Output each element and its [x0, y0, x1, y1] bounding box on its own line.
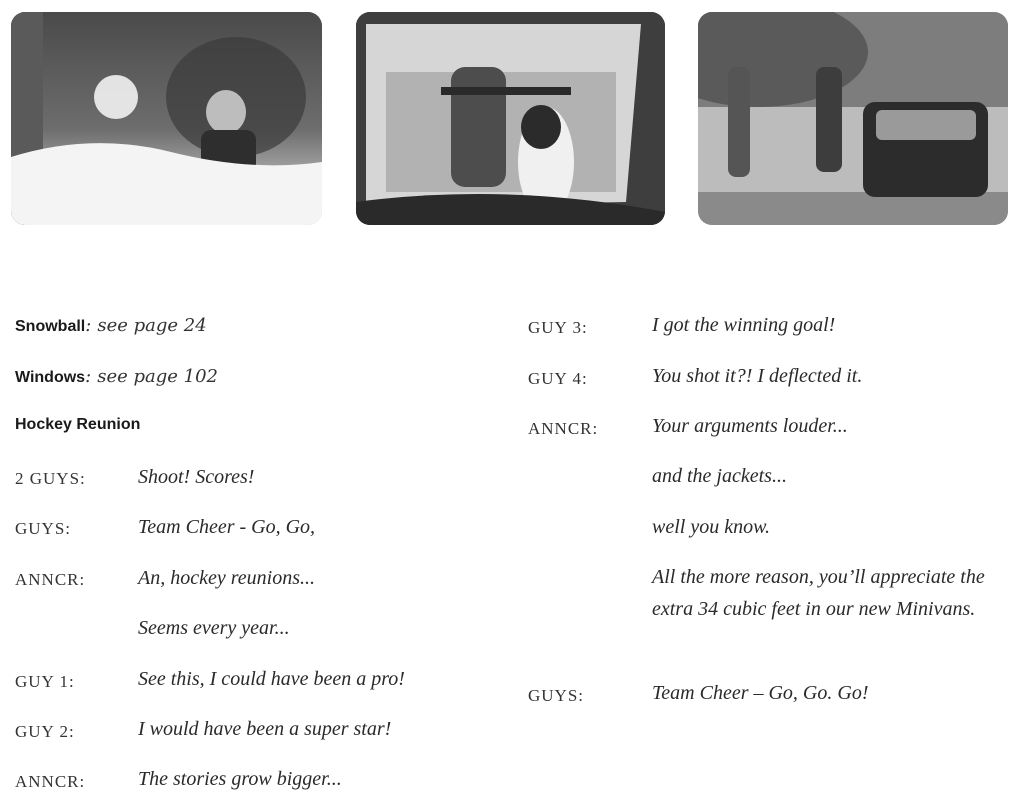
reference-separator: : — [85, 366, 92, 387]
script-line: Shoot! Scores! — [138, 466, 255, 488]
script-line: Seems every year... — [138, 617, 290, 639]
script-line: The stories grow bigger... — [138, 768, 342, 790]
speaker-label: GUY 2: — [15, 722, 75, 741]
hockey-reunion-photo — [698, 12, 1008, 225]
reference-title: Windows — [15, 369, 86, 386]
script-line: I would have been a super star! — [138, 718, 392, 740]
reference-separator: : — [85, 315, 92, 336]
script-line: See this, I could have been a pro! — [138, 668, 405, 690]
snowball-photo — [11, 12, 322, 225]
script-line: An, hockey reunions... — [138, 567, 315, 589]
script-line: and the jackets... — [652, 465, 787, 487]
script-line: Team Cheer - Go, Go, — [138, 516, 316, 538]
snowball-reference — [15, 313, 207, 339]
speaker-label: GUYS: — [528, 686, 585, 705]
reference-page: see page 102 — [97, 366, 218, 387]
script-line: You shot it?! I deflected it. — [652, 365, 863, 387]
speaker-label: ANNCR: — [15, 570, 86, 589]
speaker-label: GUY 1: — [15, 672, 75, 691]
speaker-label: GUYS: — [15, 519, 72, 538]
speaker-label: ANNCR: — [15, 772, 86, 791]
script-line: I got the winning goal! — [652, 314, 836, 336]
windows-reference — [15, 364, 218, 390]
script-line: well you know. — [652, 516, 770, 538]
reference-page: see page 24 — [97, 315, 207, 336]
windows-photo — [356, 12, 665, 225]
speaker-label: ANNCR: — [528, 419, 599, 438]
speaker-label: GUY 4: — [528, 369, 588, 388]
speaker-label: 2 GUYS: — [15, 469, 86, 488]
reference-title: Snowball — [15, 318, 86, 335]
script-line: All the more reason, you’ll appreciate the extra 34 cubic feet in our new Minivans. — [652, 566, 985, 620]
script-line: Team Cheer – Go, Go. Go! — [652, 682, 869, 704]
script-line: Your arguments louder... — [652, 415, 848, 437]
script-title: Hockey Reunion — [15, 416, 141, 433]
speaker-label: GUY 3: — [528, 318, 588, 337]
